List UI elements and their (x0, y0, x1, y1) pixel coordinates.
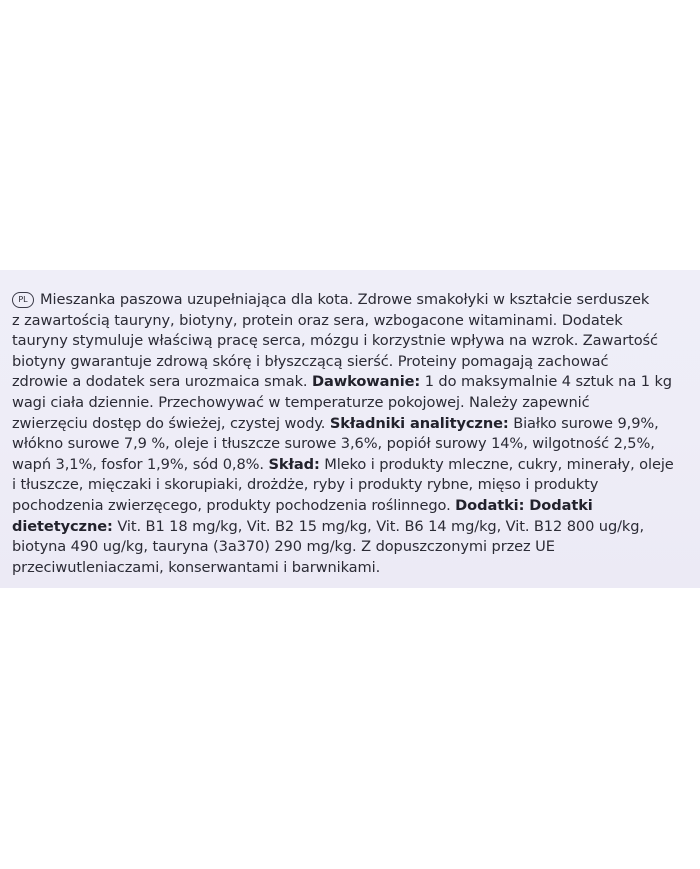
label-line (12, 517, 692, 538)
label-line (12, 558, 692, 579)
section-heading: Składniki analityczne: (329, 414, 509, 432)
label-text-segment: włókno surowe 7,9 %, oleje i tłuszcze surowe 3,6%, popiół surowy 14%, wilgotność 2,5%, (12, 435, 655, 453)
label-text-segment: zdrowie a dodatek sera urozmaica smak. (12, 373, 313, 391)
label-text-segment: tauryny stymuluje właściwą pracę serca, mózgu i korzystnie wpływa na wzrok. Zawartość (12, 332, 658, 350)
label-line (12, 434, 692, 455)
label-line (12, 352, 692, 373)
label-line (12, 331, 692, 352)
label-text-segment: Mieszanka paszowa uzupełniająca dla kota. Zdrowe smakołyki w kształcie serduszek (40, 291, 650, 308)
label-text-segment: przeciwutleniaczami, konserwantami i barwnikami. (12, 558, 381, 576)
label-text-segment: wagi ciała dziennie. Przechowywać w temperaturze pokojowej. Należy zapewnić (12, 393, 590, 411)
section-heading: Dawkowanie: (312, 373, 421, 391)
label-text-segment: pochodzenia zwierzęcego, produkty pochodzenia roślinnego. (12, 496, 456, 514)
label-text-segment: zwierzęciu dostęp do świeżej, czystej wody. (12, 414, 330, 432)
label-text-segment: biotyna 490 ug/kg, tauryna (3a370) 290 mg/kg. Z dopuszczonymi przez UE (12, 538, 555, 556)
label-line (12, 455, 692, 476)
label-line (12, 414, 692, 435)
label-text-segment: Białko surowe 9,9%, (508, 414, 659, 432)
label-text-segment: z zawartością tauryny, biotyny, protein oraz sera, wzbogacone witaminami. Dodatek (12, 311, 623, 329)
label-text-segment: biotyny gwarantuje zdrową skórę i błyszczącą sierść. Proteiny pomagają zachować (12, 352, 609, 370)
section-heading: Dodatki: Dodatki (455, 496, 593, 514)
language-badge: PL (12, 292, 34, 308)
label-line (12, 537, 692, 558)
label-text-segment: Mleko i produkty mleczne, cukry, minerały, oleje (319, 455, 674, 473)
label-text-segment: i tłuszcze, mięczaki i skorupiaki, drożdże, ryby i produkty rybne, mięso i produkty (12, 476, 599, 494)
section-heading: dietetyczne: (12, 517, 113, 535)
section-heading: Skład: (268, 455, 320, 473)
label-text-segment: 1 do maksymalnie 4 sztuk na 1 kg (420, 373, 672, 391)
label-line (12, 372, 692, 393)
label-text-segment: wapń 3,1%, fosfor 1,9%, sód 0,8%. (12, 455, 269, 473)
label-text (12, 290, 692, 578)
label-line (12, 290, 692, 311)
label-line (12, 496, 692, 517)
label-line (12, 311, 692, 332)
label-line (12, 475, 692, 496)
label-line (12, 393, 692, 414)
label-text-segment: Vit. B1 18 mg/kg, Vit. B2 15 mg/kg, Vit. B6 14 mg/kg, Vit. B12 800 ug/kg, (112, 517, 644, 535)
